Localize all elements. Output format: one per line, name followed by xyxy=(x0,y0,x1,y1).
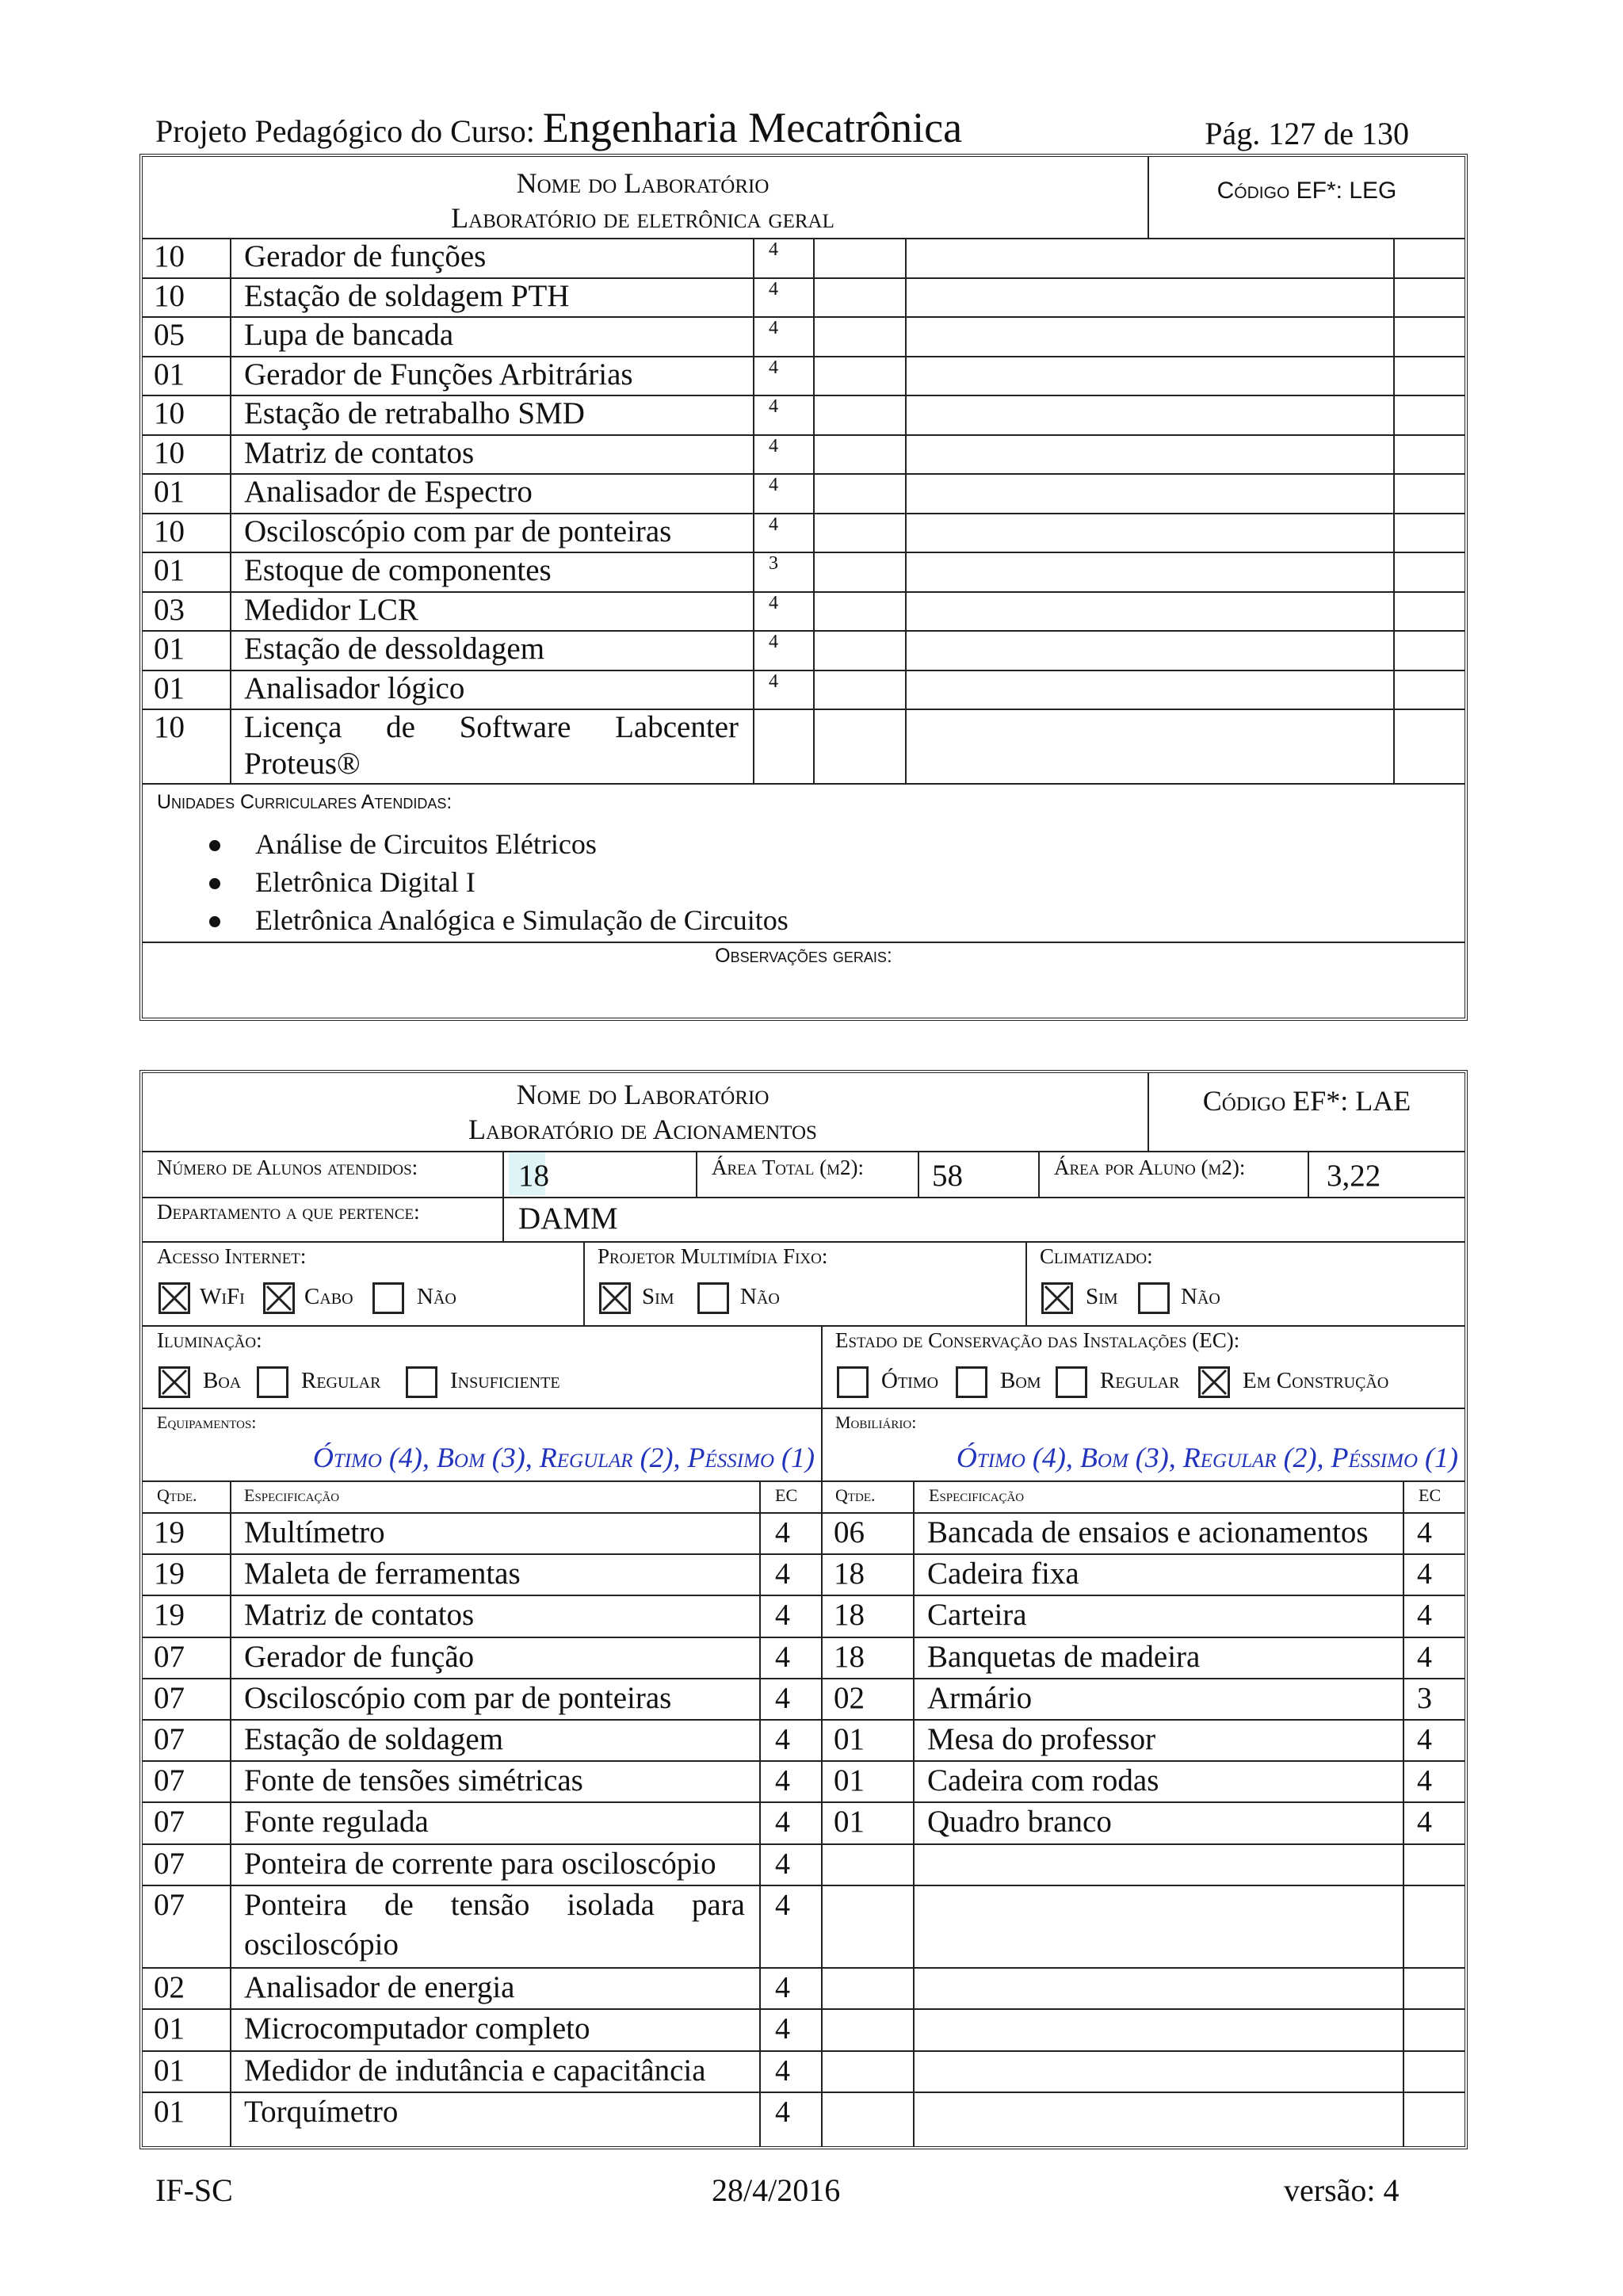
internet-label: Acesso Internet: xyxy=(157,1244,307,1268)
ec-value: 4 xyxy=(769,514,778,535)
option-sim: Sim xyxy=(642,1284,674,1309)
spec: Estação de soldagem PTH xyxy=(244,278,570,313)
qty: 10 xyxy=(154,514,185,548)
ec-value: 4 xyxy=(775,1723,790,1756)
ec-value: 4 xyxy=(775,1557,790,1591)
qty: 19 xyxy=(154,1598,185,1633)
ec-value: 4 xyxy=(775,1888,790,1922)
qty: 01 xyxy=(154,632,185,666)
equipment-row xyxy=(143,1885,821,1967)
col-ec: EC xyxy=(1419,1485,1442,1505)
spec: Gerador de Funções Arbitrárias xyxy=(244,357,633,392)
equipment-row xyxy=(143,513,1465,552)
ec-value: 4 xyxy=(769,632,778,652)
qty: 07 xyxy=(154,1805,185,1839)
furniture-label: Mobiliário: xyxy=(835,1412,917,1432)
lab-code: Código EF*: LEG xyxy=(1216,178,1397,204)
footer-version: versão: 4 xyxy=(1284,2172,1400,2208)
checkbox-nao-internet[interactable] xyxy=(372,1282,404,1314)
spec: Osciloscópio com par de ponteiras xyxy=(244,1680,672,1715)
spec: Analisador de Espectro xyxy=(244,475,533,509)
lab-code: Código EF*: LAE xyxy=(1202,1085,1411,1117)
equipment-row xyxy=(143,552,1465,591)
qty: 01 xyxy=(834,1722,865,1756)
option-boa: Boa xyxy=(203,1368,242,1393)
qty: 07 xyxy=(154,1722,185,1756)
checkbox-insuficiente[interactable] xyxy=(406,1366,437,1398)
course-title: Projeto Pedagógico do Curso: Engenharia Mecatrônica xyxy=(155,104,963,151)
lighting-label: Iluminação: xyxy=(157,1328,262,1352)
qty: 02 xyxy=(154,1970,185,2005)
option-wifi: WiFi xyxy=(200,1284,245,1309)
spec: Carteira xyxy=(927,1598,1027,1633)
equipment-row xyxy=(143,2050,821,2092)
spec: Matriz de contatos xyxy=(244,1598,475,1633)
qty: 01 xyxy=(154,2053,185,2088)
ec-value: 4 xyxy=(775,2053,790,2088)
qty: 10 xyxy=(154,278,185,313)
spec: Bancada de ensaios e acionamentos xyxy=(927,1515,1369,1549)
equipment-row xyxy=(143,1678,821,1719)
equipment-row xyxy=(143,434,1465,474)
equipment-row xyxy=(143,1760,821,1801)
spec: Ponteira de corrente para osciloscópio xyxy=(244,1846,716,1881)
ec-value: 4 xyxy=(1417,1764,1432,1798)
equipment-row xyxy=(143,1801,821,1843)
spec: Medidor LCR xyxy=(244,592,418,627)
furniture-row xyxy=(821,1512,1465,1553)
equipment-row xyxy=(143,1595,821,1636)
equipment-row xyxy=(143,473,1465,513)
department-value: DAMM xyxy=(518,1201,618,1236)
checkbox-otimo[interactable] xyxy=(837,1366,869,1398)
ec-value: 4 xyxy=(769,592,778,613)
observations-label: Observações gerais: xyxy=(715,945,892,967)
ec-value: 4 xyxy=(1417,1805,1432,1839)
spec: Multímetro xyxy=(244,1515,385,1549)
ec-value: 4 xyxy=(775,1764,790,1798)
qty: 01 xyxy=(154,553,185,587)
spec: Medidor de indutância e capacitância xyxy=(244,2053,706,2088)
furniture-row xyxy=(821,1595,1465,1636)
spec: osciloscópio xyxy=(244,1927,399,1962)
equipment-row xyxy=(143,670,1465,709)
qty: 05 xyxy=(154,318,185,352)
option-insuficiente: Insuficiente xyxy=(450,1368,560,1393)
ec-value: 4 xyxy=(769,318,778,338)
qty: 01 xyxy=(834,1805,865,1839)
qty: 07 xyxy=(154,1639,185,1674)
qty: 10 xyxy=(154,435,185,470)
ec-value: 4 xyxy=(769,239,778,260)
ec-value: 4 xyxy=(1417,1516,1432,1549)
spec: Estoque de componentes xyxy=(244,553,552,587)
spec: Quadro branco xyxy=(927,1805,1112,1839)
ec-value: 3 xyxy=(769,553,778,574)
students-value: 18 xyxy=(518,1159,549,1193)
equipment-row xyxy=(143,1967,821,2008)
equipment-row xyxy=(143,2092,821,2133)
equipment-row xyxy=(143,709,1465,783)
spec: Estação de soldagem xyxy=(244,1722,504,1756)
state-label: Estado de Conservação das Instalações (EC): xyxy=(835,1328,1240,1352)
qty: 06 xyxy=(834,1515,865,1549)
option-nao: Não xyxy=(740,1284,780,1309)
option-regular: Regular xyxy=(301,1368,381,1393)
ec-value: 4 xyxy=(775,1516,790,1549)
footer-left: IF-SC xyxy=(155,2172,233,2208)
option-em-construcao: Em Construção xyxy=(1243,1368,1389,1393)
ec-value: 4 xyxy=(775,1805,790,1839)
equipment-row xyxy=(143,1637,821,1678)
checkbox-bom[interactable] xyxy=(956,1366,987,1398)
ec-value: 4 xyxy=(769,278,778,300)
option-regular: Regular xyxy=(1100,1368,1180,1393)
equipment-row xyxy=(143,238,1465,277)
qty: 01 xyxy=(154,670,185,705)
spec: Armário xyxy=(927,1680,1033,1715)
lab-name-label: Nome do Laboratório xyxy=(516,167,769,199)
lab-table-lae xyxy=(139,1070,1468,2149)
qty: 02 xyxy=(834,1680,865,1715)
checkbox-climate-nao[interactable] xyxy=(1138,1282,1170,1314)
qty: 01 xyxy=(154,2094,185,2129)
area-label: Área Total (m2): xyxy=(712,1156,865,1179)
equipment-row xyxy=(143,630,1465,670)
footer-date: 28/4/2016 xyxy=(712,2172,841,2208)
equipment-row xyxy=(143,591,1465,631)
option-cabo: Cabo xyxy=(304,1284,353,1309)
col-qty: Qtde. xyxy=(835,1485,876,1505)
ec-value: 4 xyxy=(769,670,778,692)
ec-value: 4 xyxy=(1417,1723,1432,1756)
checkbox-regular[interactable] xyxy=(257,1366,288,1398)
lab-name: Laboratório de Acionamentos xyxy=(468,1114,817,1145)
ec-value: 4 xyxy=(775,1971,790,2005)
qty: 18 xyxy=(834,1598,865,1633)
qty: 18 xyxy=(834,1557,865,1591)
qty: 19 xyxy=(154,1557,185,1591)
qty: 19 xyxy=(154,1515,185,1549)
qty: 10 xyxy=(154,710,185,744)
qty: 01 xyxy=(154,475,185,509)
ec-value: 4 xyxy=(1417,1599,1432,1633)
qty: 03 xyxy=(154,592,185,627)
curricular-label: Unidades Curriculares Atendidas: xyxy=(157,791,453,813)
spec: Lupa de bancada xyxy=(244,318,454,352)
equipment-row xyxy=(143,1843,821,1885)
option-nao: Não xyxy=(1181,1284,1220,1309)
spec: Banquetas de madeira xyxy=(927,1639,1201,1674)
spec: Estação de dessoldagem xyxy=(244,632,545,666)
students-label: Número de Alunos atendidos: xyxy=(157,1156,418,1179)
furniture-row xyxy=(821,1678,1465,1719)
furniture-row xyxy=(821,1553,1465,1595)
ec-value: 4 xyxy=(769,435,778,457)
spec: Proteus® xyxy=(244,747,361,781)
lab-table-leg xyxy=(139,154,1468,1021)
option-sim: Sim xyxy=(1086,1284,1118,1309)
checkbox-projector-nao[interactable] xyxy=(697,1282,729,1314)
qty: 07 xyxy=(154,1680,185,1715)
spec: Licença de Software Labcenter xyxy=(244,710,739,744)
curricular-item: Análise de Circuitos Elétricos xyxy=(255,827,597,861)
qty: 07 xyxy=(154,1846,185,1881)
ec-value: 4 xyxy=(775,2095,790,2129)
col-spec: Especificação xyxy=(244,1485,340,1505)
ec-value: 4 xyxy=(1417,1557,1432,1591)
equipment-label: Equipamentos: xyxy=(157,1412,257,1432)
area-value: 58 xyxy=(932,1159,963,1193)
checkbox-climate-sim[interactable] xyxy=(1041,1282,1073,1314)
furniture-row xyxy=(821,1719,1465,1760)
curricular-item: Eletrônica Digital I xyxy=(255,865,475,899)
furniture-row xyxy=(821,1637,1465,1678)
spec: Ponteira de tensão isolada para xyxy=(244,1887,745,1922)
rating-scale-equipment: Ótimo (4), Bom (3), Regular (2), Péssimo (1) xyxy=(312,1442,815,1473)
checkbox-regular-state[interactable] xyxy=(1056,1366,1087,1398)
spec: Gerador de função xyxy=(244,1639,475,1674)
spec: Gerador de funções xyxy=(244,239,487,273)
qty: 01 xyxy=(154,357,185,392)
spec: Maleta de ferramentas xyxy=(244,1557,521,1591)
area-per-student-label: Área por Aluno (m2): xyxy=(1054,1156,1246,1179)
spec: Cadeira com rodas xyxy=(927,1763,1159,1798)
area-per-student-value: 3,22 xyxy=(1327,1159,1381,1193)
checkbox-wifi[interactable] xyxy=(158,1282,190,1314)
spec: Cadeira fixa xyxy=(927,1557,1079,1591)
checkbox-em-construcao[interactable] xyxy=(1198,1366,1230,1398)
option-otimo: Ótimo xyxy=(881,1368,939,1393)
spec: Mesa do professor xyxy=(927,1722,1156,1756)
qty: 07 xyxy=(154,1887,185,1922)
equipment-row xyxy=(143,395,1465,434)
col-qty: Qtde. xyxy=(157,1485,197,1505)
department-label: Departamento a que pertence: xyxy=(157,1200,420,1224)
checkbox-cabo[interactable] xyxy=(263,1282,295,1314)
ec-value: 4 xyxy=(1417,1640,1432,1674)
col-spec: Especificação xyxy=(929,1485,1025,1505)
qty: 01 xyxy=(154,2011,185,2046)
spec: Estação de retrabalho SMD xyxy=(244,396,585,430)
furniture-row xyxy=(821,1760,1465,1801)
equipment-row xyxy=(143,1719,821,1760)
spec: Microcomputador completo xyxy=(244,2011,590,2046)
spec: Analisador lógico xyxy=(244,670,465,705)
curricular-item: Eletrônica Analógica e Simulação de Circuitos xyxy=(255,904,789,937)
lab-name: Laboratório de eletrônica geral xyxy=(451,202,834,234)
page-number: Pág. 127 de 130 xyxy=(1205,116,1409,151)
spec: Analisador de energia xyxy=(244,1970,515,2005)
col-ec: EC xyxy=(775,1485,798,1505)
spec: Torquímetro xyxy=(244,2094,399,2129)
equipment-row xyxy=(143,1512,821,1553)
checkbox-projector-sim[interactable] xyxy=(599,1282,631,1314)
qty: 07 xyxy=(154,1763,185,1798)
equipment-row xyxy=(143,316,1465,356)
rating-scale-furniture: Ótimo (4), Bom (3), Regular (2), Péssimo (1) xyxy=(956,1442,1458,1473)
qty: 01 xyxy=(834,1763,865,1798)
ec-value: 4 xyxy=(769,396,778,417)
ec-value: 4 xyxy=(775,1681,790,1715)
qty: 10 xyxy=(154,239,185,273)
option-bom: Bom xyxy=(1000,1368,1041,1393)
ec-value: 3 xyxy=(1417,1681,1432,1715)
equipment-row xyxy=(143,356,1465,395)
equipment-row xyxy=(143,2008,821,2050)
ec-value: 4 xyxy=(769,357,778,378)
spec: Matriz de contatos xyxy=(244,435,475,470)
checkbox-boa[interactable] xyxy=(158,1366,190,1398)
ec-value: 4 xyxy=(775,1640,790,1674)
furniture-row xyxy=(821,1801,1465,1843)
projector-label: Projetor Multimídia Fixo: xyxy=(598,1244,828,1268)
equipment-row xyxy=(143,1553,821,1595)
ec-value: 4 xyxy=(775,1599,790,1633)
lab-name-label: Nome do Laboratório xyxy=(516,1079,769,1110)
spec: Fonte regulada xyxy=(244,1805,429,1839)
qty: 10 xyxy=(154,396,185,430)
ec-value: 4 xyxy=(775,2012,790,2046)
spec: Osciloscópio com par de ponteiras xyxy=(244,514,672,548)
option-nao: Não xyxy=(417,1284,456,1309)
qty: 18 xyxy=(834,1639,865,1674)
spec: Fonte de tensões simétricas xyxy=(244,1763,583,1798)
climate-label: Climatizado: xyxy=(1040,1244,1153,1268)
ec-value: 4 xyxy=(769,475,778,495)
equipment-row xyxy=(143,277,1465,317)
ec-value: 4 xyxy=(775,1847,790,1881)
